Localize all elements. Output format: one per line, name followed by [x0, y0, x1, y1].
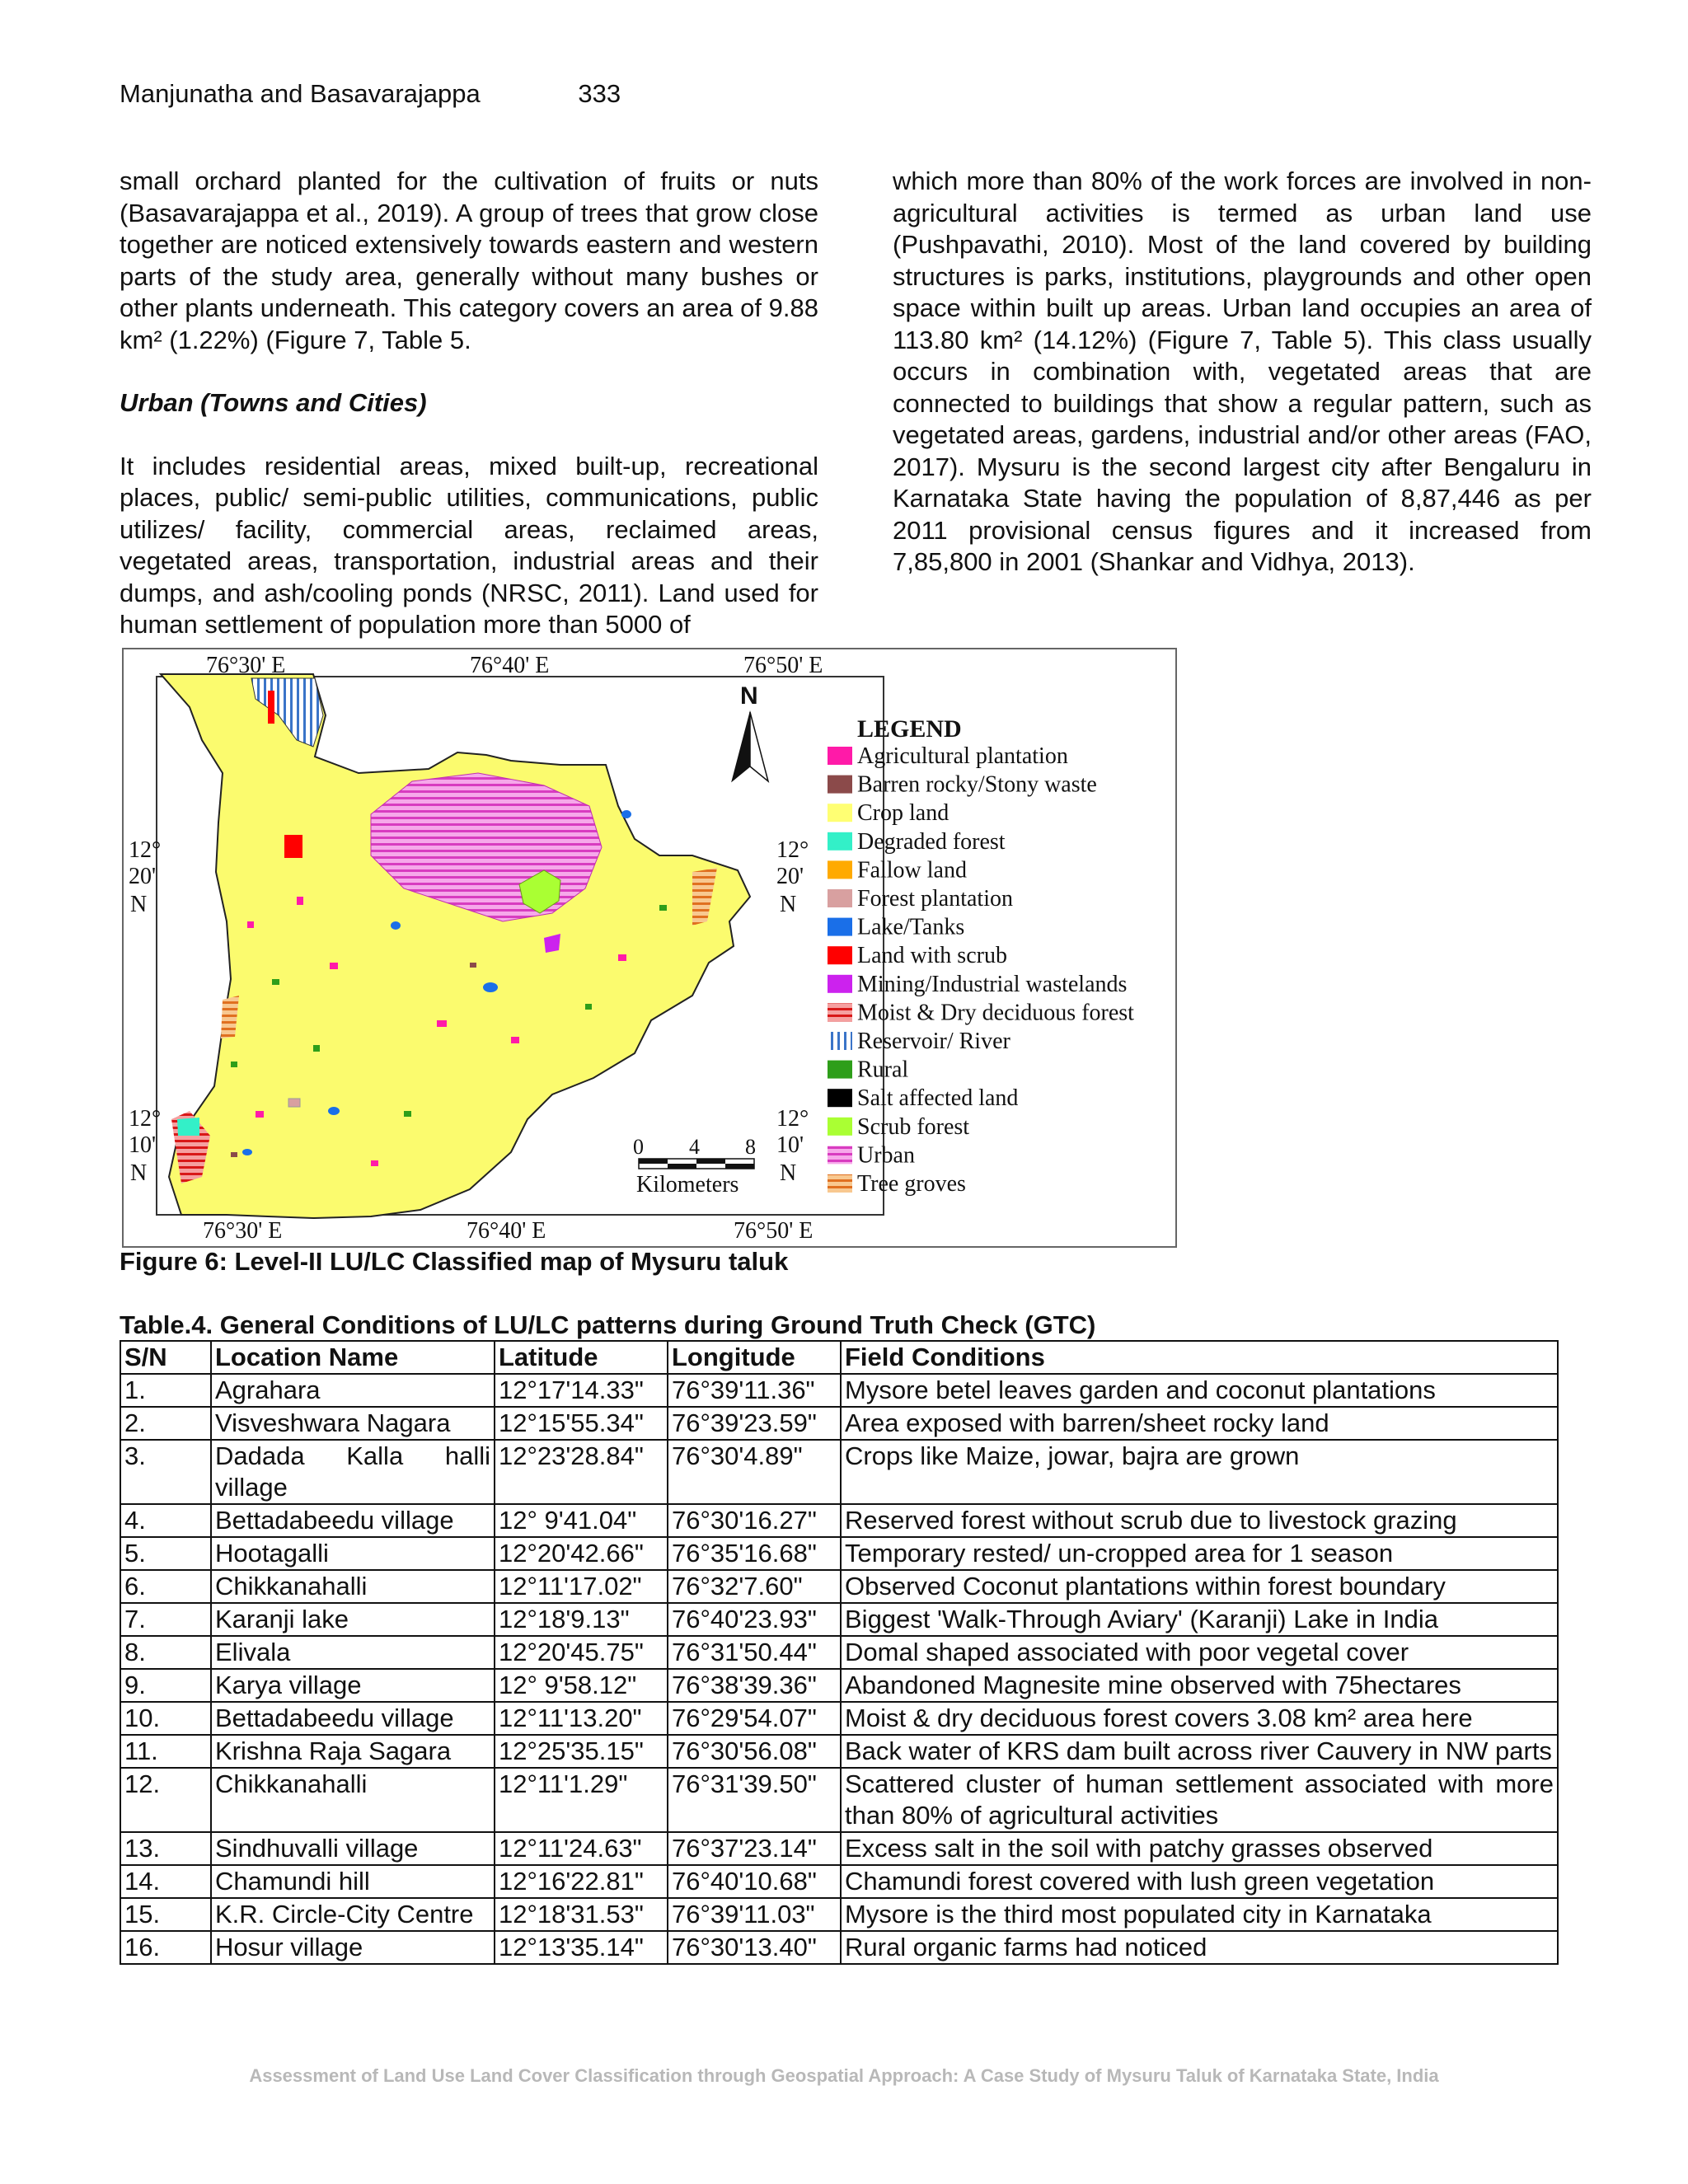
lon-top-2: 76°40' E — [470, 653, 550, 678]
cell-latitude: 12°18'31.53" — [495, 1898, 668, 1931]
legend-label: Scrub forest — [857, 1113, 970, 1140]
cell-longitude: 76°32'7.60" — [668, 1570, 841, 1603]
cell-sn: 11. — [120, 1735, 211, 1768]
cell-location: K.R. Circle-City Centre — [211, 1898, 495, 1931]
forest-plantation-patch — [288, 1099, 300, 1107]
legend-swatch — [828, 1061, 852, 1079]
cell-field-conditions: Temporary rested/ un-cropped area for 1 season — [841, 1537, 1558, 1570]
cell-field-conditions: Scattered cluster of human settlement associated with more than 80% of agricultural activities — [841, 1768, 1558, 1832]
section-heading-urban: Urban (Towns and Cities) — [120, 388, 427, 417]
cell-field-conditions: Crops like Maize, jowar, bajra are grown — [841, 1440, 1558, 1504]
agri-patch — [330, 963, 338, 969]
cell-field-conditions: Area exposed with barren/sheet rocky land — [841, 1407, 1558, 1440]
lat-left-lower-n: N — [130, 1160, 148, 1186]
cell-sn: 13. — [120, 1832, 211, 1865]
page-footer: Assessment of Land Use Land Cover Classification through Geospatial Approach: A Case Study of Mysuru Taluk of Karnataka State, India — [249, 2065, 1439, 2086]
legend-swatch — [828, 747, 852, 765]
cell-latitude: 12°25'35.15" — [495, 1735, 668, 1768]
legend-swatch — [828, 1032, 852, 1050]
right-paragraph-1: which more than 80% of the work forces are involved in non-agricultural activities is termed as urban land use (Pushpavathi, 2010). Most of the land covered by building structures is parks, institutions, playgrounds and other open space within built up areas. Urban land occupies an area of 113.80 km² (14.12%) (Figure 7, Table 5). This class usually occurs in combination with, vegetated areas that are connected to buildings that show a regular pattern, such as vegetated areas, gardens, industrial and/or other areas (FAO, 2017). Mysuru is the second largest city after Bengaluru in Karnataka State having the population of 8,87,446 as per 2011 provisional census figures and it increased from 7,85,800 in 2001 (Shankar and Vidhya, 2013). — [893, 166, 1592, 576]
lon-bottom-2: 76°40' E — [467, 1218, 546, 1244]
cell-latitude: 12°15'55.34" — [495, 1407, 668, 1440]
cell-latitude: 12° 9'58.12" — [495, 1669, 668, 1702]
cell-sn: 3. — [120, 1440, 211, 1504]
lake-3 — [328, 1107, 340, 1115]
legend-swatch — [828, 889, 852, 907]
legend-swatch — [828, 1118, 852, 1136]
cell-location: Sindhuvalli village — [211, 1832, 495, 1865]
cell-location: Krishna Raja Sagara — [211, 1735, 495, 1768]
lon-bottom-1: 76°30' E — [203, 1218, 283, 1244]
legend-label: Crop land — [857, 800, 950, 827]
cell-sn: 6. — [120, 1570, 211, 1603]
table-caption: Table.4. General Conditions of LU/LC patterns during Ground Truth Check (GTC) — [120, 1310, 1096, 1339]
cell-latitude: 12°23'28.84" — [495, 1440, 668, 1504]
lake-4 — [621, 810, 631, 818]
legend-swatch — [828, 860, 852, 879]
rural-patch — [272, 979, 279, 985]
cell-location: Bettadabeedu village — [211, 1702, 495, 1735]
cell-longitude: 76°30'16.27" — [668, 1504, 841, 1537]
cell-longitude: 76°30'56.08" — [668, 1735, 841, 1768]
cell-location: Hosur village — [211, 1931, 495, 1964]
cell-field-conditions: Rural organic farms had noticed — [841, 1931, 1558, 1964]
lat-left-upper-deg: 12° — [129, 837, 162, 863]
legend-label: Tree groves — [857, 1171, 966, 1197]
cell-field-conditions: Chamundi forest covered with lush green vegetation — [841, 1865, 1558, 1898]
lat-right-upper-n: N — [780, 892, 797, 917]
table-row — [120, 1537, 1558, 1570]
header-authors: Manjunatha and Basavarajappa — [120, 79, 481, 108]
gtc-table — [120, 1340, 1559, 1965]
cell-longitude: 76°39'11.36" — [668, 1374, 841, 1407]
legend-label: Urban — [857, 1142, 915, 1169]
scale-unit: Kilometers — [636, 1172, 739, 1197]
header-field-conditions: Field Conditions — [841, 1341, 1558, 1374]
cell-field-conditions: Back water of KRS dam built across river Cauvery in NW parts — [841, 1735, 1558, 1768]
cell-longitude: 76°29'54.07" — [668, 1702, 841, 1735]
lat-right-lower-deg: 12° — [776, 1106, 809, 1132]
scale-bar — [639, 1159, 754, 1169]
cell-sn: 12. — [120, 1768, 211, 1832]
table-header-row — [120, 1341, 1558, 1374]
cell-longitude: 76°40'10.68" — [668, 1865, 841, 1898]
cell-field-conditions: Observed Coconut plantations within forest boundary — [841, 1570, 1558, 1603]
legend-label: Fallow land — [857, 857, 967, 883]
cell-latitude: 12°11'17.02" — [495, 1570, 668, 1603]
cell-location: Bettadabeedu village — [211, 1504, 495, 1537]
cell-sn: 5. — [120, 1537, 211, 1570]
north-arrow-half-icon — [750, 712, 768, 781]
cell-sn: 9. — [120, 1669, 211, 1702]
cell-location: Chikkanahalli — [211, 1570, 495, 1603]
cell-latitude: 12°16'22.81" — [495, 1865, 668, 1898]
cell-field-conditions: Mysore betel leaves garden and coconut plantations — [841, 1374, 1558, 1407]
north-label: N — [740, 682, 758, 710]
cell-field-conditions: Excess salt in the soil with patchy grasses observed — [841, 1832, 1558, 1865]
legend-swatch — [828, 1174, 852, 1193]
cell-location: Elivala — [211, 1636, 495, 1669]
table-row — [120, 1570, 1558, 1603]
table-row — [120, 1440, 1558, 1504]
legend-swatch — [828, 832, 852, 851]
rural-patch — [404, 1111, 411, 1117]
cell-location: Karya village — [211, 1669, 495, 1702]
lat-left-upper-n: N — [130, 892, 148, 917]
table-row — [120, 1603, 1558, 1636]
cell-location: Dadada Kalla halli village — [211, 1440, 495, 1504]
legend-label: Reservoir/ River — [857, 1029, 1010, 1054]
table-row — [120, 1504, 1558, 1537]
cell-field-conditions: Mysore is the third most populated city in Karnataka — [841, 1898, 1558, 1931]
table-row — [120, 1865, 1558, 1898]
legend-title: LEGEND — [857, 715, 962, 743]
cell-sn: 7. — [120, 1603, 211, 1636]
cell-latitude: 12°11'24.63" — [495, 1832, 668, 1865]
agri-patch — [618, 954, 626, 961]
cell-field-conditions: Abandoned Magnesite mine observed with 75hectares — [841, 1669, 1558, 1702]
header-latitude: Latitude — [495, 1341, 668, 1374]
left-paragraph-2: It includes residential areas, mixed built-up, recreational places, public/ semi-public utilities, communications, public utilizes/ facility, commercial areas, reclaimed areas, vegetated areas, transportation, industrial areas and their dumps, and ash/cooling ponds (NRSC, 2011). Land used for human settlement of population more than 5000 of — [120, 451, 818, 639]
legend-swatch — [828, 975, 852, 993]
lon-bottom-3: 76°50' E — [734, 1218, 814, 1244]
scale-tick-4: 4 — [689, 1135, 700, 1159]
lat-left-lower-min: 10' — [129, 1132, 157, 1158]
agri-patch — [247, 921, 254, 928]
lake-1 — [483, 982, 498, 992]
table-row — [120, 1898, 1558, 1931]
cell-sn: 16. — [120, 1931, 211, 1964]
legend-swatch — [828, 776, 852, 794]
lat-right-upper-min: 20' — [776, 864, 804, 889]
rural-patch — [313, 1045, 320, 1052]
lake-2 — [391, 921, 401, 930]
cell-sn: 8. — [120, 1636, 211, 1669]
cell-sn: 4. — [120, 1504, 211, 1537]
cell-location: Hootagalli — [211, 1537, 495, 1570]
cell-latitude: 12°20'45.75" — [495, 1636, 668, 1669]
lat-left-upper-min: 20' — [129, 864, 157, 889]
table-row — [120, 1702, 1558, 1735]
table-row — [120, 1636, 1558, 1669]
table-row — [120, 1735, 1558, 1768]
lon-top-3: 76°50' E — [743, 653, 823, 678]
cell-sn: 1. — [120, 1374, 211, 1407]
legend — [828, 743, 1134, 1197]
agri-patch — [371, 1160, 378, 1166]
legend-label: Salt affected land — [857, 1085, 1019, 1112]
cell-sn: 15. — [120, 1898, 211, 1931]
cell-field-conditions: Biggest 'Walk-Through Aviary' (Karanji) Lake in India — [841, 1603, 1558, 1636]
table-row — [120, 1374, 1558, 1407]
legend-label: Rural — [857, 1057, 909, 1083]
cell-sn: 10. — [120, 1702, 211, 1735]
barren-patch — [470, 963, 476, 968]
header-sn: S/N — [120, 1341, 211, 1374]
barren-patch — [231, 1152, 237, 1157]
left-column — [120, 166, 818, 641]
cell-latitude: 12°13'35.14" — [495, 1931, 668, 1964]
table-row — [120, 1407, 1558, 1440]
agri-patch — [437, 1020, 447, 1027]
rural-patch — [659, 905, 667, 911]
right-column — [893, 166, 1592, 579]
legend-label: Forest plantation — [857, 886, 1013, 912]
legend-swatch — [828, 918, 852, 936]
figure-caption: Figure 6: Level-II LU/LC Classified map of Mysuru taluk — [120, 1247, 789, 1276]
cell-latitude: 12°17'14.33" — [495, 1374, 668, 1407]
lon-top-1: 76°30' E — [206, 653, 286, 678]
cell-latitude: 12°11'1.29" — [495, 1768, 668, 1832]
cell-longitude: 76°30'4.89" — [668, 1440, 841, 1504]
running-header — [120, 79, 621, 109]
cell-longitude: 76°39'23.59" — [668, 1407, 841, 1440]
cell-field-conditions: Domal shaped associated with poor vegetal cover — [841, 1636, 1558, 1669]
lulc-map-svg — [124, 649, 1175, 1246]
legend-label: Lake/Tanks — [857, 914, 965, 940]
scale-tick-0: 0 — [633, 1135, 644, 1159]
cell-sn: 14. — [120, 1865, 211, 1898]
legend-swatch — [828, 1146, 852, 1164]
legend-swatch — [828, 804, 852, 822]
lulc-map-figure — [122, 648, 1177, 1248]
cell-longitude: 76°30'13.40" — [668, 1931, 841, 1964]
legend-label: Moist & Dry deciduous forest — [857, 1000, 1134, 1026]
lat-right-lower-n: N — [780, 1160, 797, 1186]
legend-swatch — [828, 1003, 852, 1021]
land-with-scrub-strip — [268, 691, 274, 724]
header-longitude: Longitude — [668, 1341, 841, 1374]
legend-label: Barren rocky/Stony waste — [857, 771, 1097, 798]
cell-longitude: 76°31'50.44" — [668, 1636, 841, 1669]
cell-field-conditions: Moist & dry deciduous forest covers 3.08 km² area here — [841, 1702, 1558, 1735]
degraded-forest-area — [177, 1118, 199, 1136]
legend-label: Agricultural plantation — [857, 743, 1068, 769]
cell-latitude: 12°18'9.13" — [495, 1603, 668, 1636]
legend-label: Mining/Industrial wastelands — [857, 971, 1128, 997]
table-row — [120, 1931, 1558, 1964]
lake-5 — [242, 1149, 252, 1155]
rural-patch — [231, 1062, 237, 1067]
table-row — [120, 1669, 1558, 1702]
legend-label: Land with scrub — [857, 943, 1007, 969]
table-row — [120, 1768, 1558, 1832]
cell-location: Chikkanahalli — [211, 1768, 495, 1832]
cell-location: Karanji lake — [211, 1603, 495, 1636]
cell-longitude: 76°37'23.14" — [668, 1832, 841, 1865]
cell-location: Visveshwara Nagara — [211, 1407, 495, 1440]
cell-location: Chamundi hill — [211, 1865, 495, 1898]
legend-swatch — [828, 1089, 852, 1107]
rural-patch — [585, 1004, 592, 1010]
lat-left-lower-deg: 12° — [129, 1106, 162, 1132]
land-with-scrub-patch — [284, 835, 302, 858]
agri-patch — [297, 897, 303, 905]
table-row — [120, 1832, 1558, 1865]
cell-longitude: 76°39'11.03" — [668, 1898, 841, 1931]
cell-sn: 2. — [120, 1407, 211, 1440]
cell-field-conditions: Reserved forest without scrub due to livestock grazing — [841, 1504, 1558, 1537]
header-location: Location Name — [211, 1341, 495, 1374]
cell-longitude: 76°38'39.36" — [668, 1669, 841, 1702]
agri-patch — [256, 1111, 264, 1118]
left-paragraph-1: small orchard planted for the cultivation of fruits or nuts (Basavarajappa et al., 2019). A group of trees that grow close together are noticed extensively towards eastern and western parts of the study area, generally without many bushes or other plants underneath. This category covers an area of 9.88 km² (1.22%) (Figure 7, Table 5. — [120, 166, 818, 354]
page-number: 333 — [578, 79, 621, 108]
taluk-boundary — [161, 674, 750, 1218]
cell-longitude: 76°40'23.93" — [668, 1603, 841, 1636]
agri-patch — [511, 1037, 519, 1043]
legend-swatch — [828, 946, 852, 964]
cell-location: Agrahara — [211, 1374, 495, 1407]
cell-latitude: 12° 9'41.04" — [495, 1504, 668, 1537]
cell-latitude: 12°11'13.20" — [495, 1702, 668, 1735]
cell-latitude: 12°20'42.66" — [495, 1537, 668, 1570]
lat-right-upper-deg: 12° — [776, 837, 809, 863]
cell-longitude: 76°35'16.68" — [668, 1537, 841, 1570]
cell-longitude: 76°31'39.50" — [668, 1768, 841, 1832]
lat-right-lower-min: 10' — [776, 1132, 804, 1158]
legend-label: Degraded forest — [857, 828, 1006, 855]
scale-tick-8: 8 — [745, 1135, 756, 1159]
